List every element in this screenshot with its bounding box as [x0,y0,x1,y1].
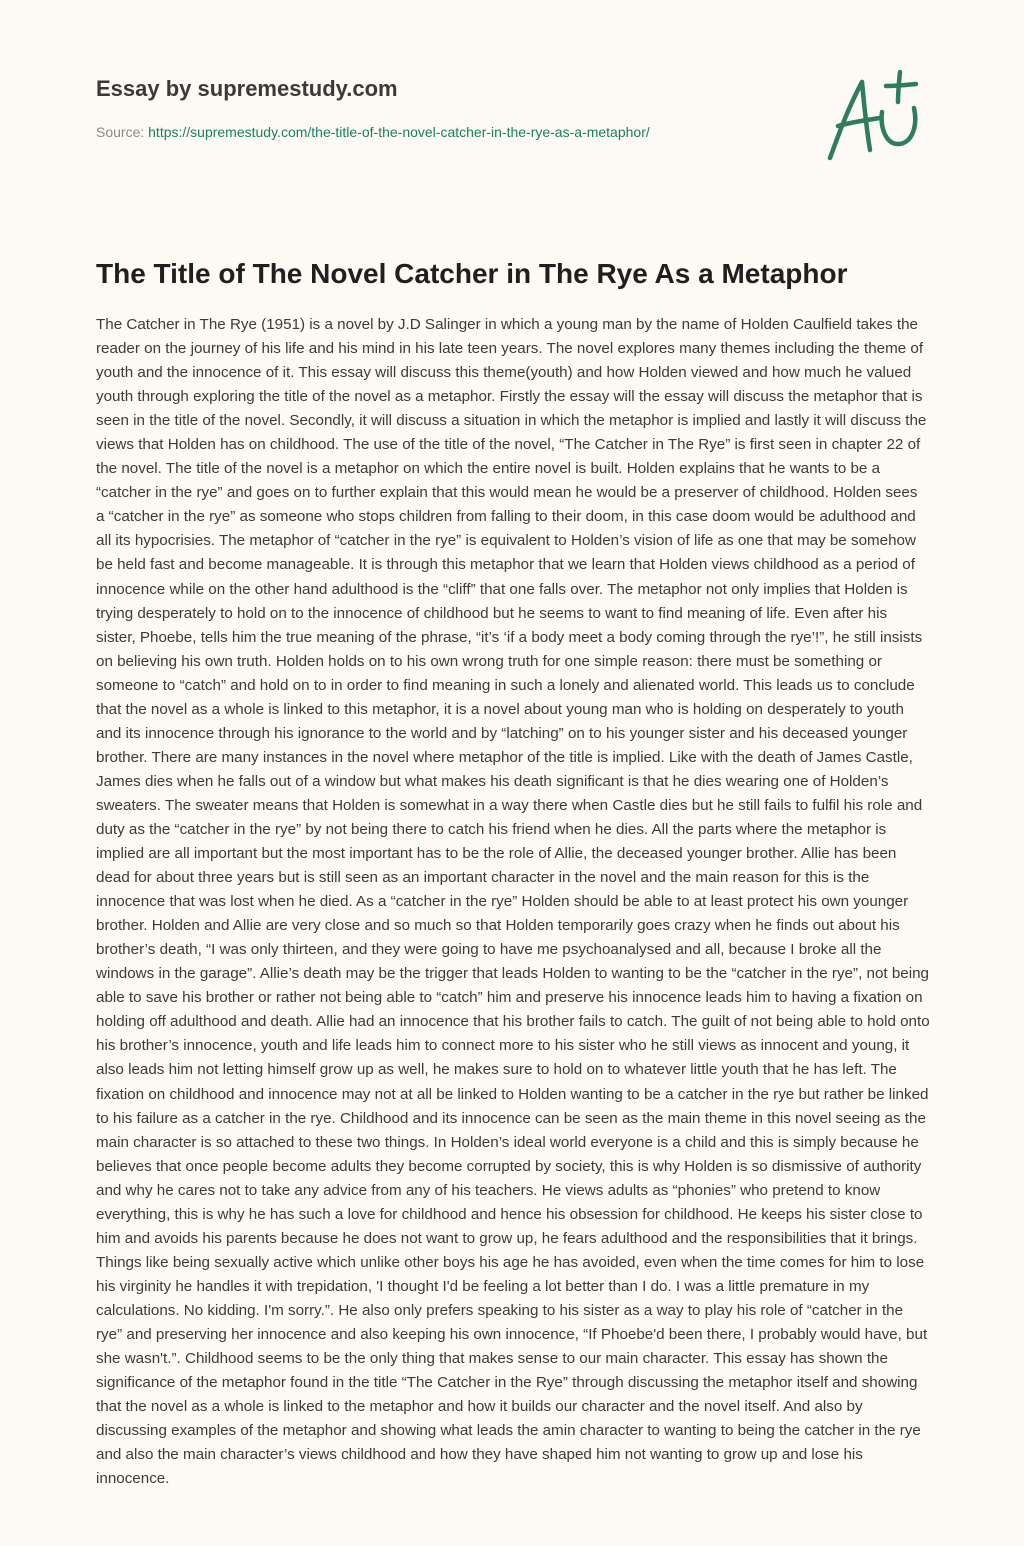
site-title: Essay by supremestudy.com [96,76,398,101]
source-line [96,122,650,142]
source-label: Source: [96,124,149,140]
source-link[interactable]: https://supremestudy.com/the-title-of-the-novel-catcher-in-the-rye-as-a-metaphor/ [148,124,650,140]
essay-title: The Title of The Novel Catcher in The Rye As a Metaphor [96,258,848,289]
essay-body: The Catcher in The Rye (1951) is a novel by J.D Salinger in which a young man by the name of Holden Caulfield takes the reader on the journey of his life and his mind in his late teen years. The novel explores many themes including the theme of youth and the innocence of it. This essay will discuss this theme(youth) and how Holden viewed and how much he valued youth through exploring the title of the novel as a metaphor. Firstly the essay will the essay will discuss the metaphor that is seen in the title of the novel. Secondly, it will discuss a situation in which the metaphor is implied and lastly it will discuss the views that Holden has on childhood. The use of the title of the novel, “The Catcher in The Rye” is first seen in chapter 22 of the novel. The title of the novel is a metaphor on which the entire novel is built. Holden explains that he wants to be a “catcher in the rye” and goes on to further explain that this would mean he would be a preserver of childhood. Holden sees a “catcher in the rye” as someone who stops children from falling to their doom, in this case doom would be adulthood and all its hypocrisies. The metaphor of “catcher in the rye” is equivalent to Holden’s vision of life as one that may be somehow be held fast and become manageable. It is through this metaphor that we learn that Holden views childhood as a period of innocence while on the other hand adulthood is the “cliff” that one falls over. The metaphor not only implies that Holden is trying desperately to hold on to the innocence of childhood but he seems to want to find meaning of life. Even after his sister, Phoebe, tells him the true meaning of the phrase, “it’s ‘if a body meet a body coming through the rye’!”, he still insists on believing his own truth. Holden holds on to his own wrong truth for one simple reason: there must be something or someone to “catch” and hold on to in order to find meaning in such a lonely and alienated world. This leads us to conclude that the novel as a whole is linked to this metaphor, it is a novel about young man who is holding on desperately to youth and its innocence through his ignorance to the world and by “latching” on to his younger sister and his deceased younger brother. There are many instances in the novel where metaphor of the title is implied. Like with the death of James Castle, James dies when he falls out of a window but what makes his death significant is that he dies wearing one of Holden’s sweaters. The sweater means that Holden is somewhat in a way there when Castle dies but he still fails to fulfil his role and duty as the “catcher in the rye” by not being there to catch his friend when he dies. All the parts where the metaphor is implied are all important but the most important has to be the role of Allie, the deceased younger brother. Allie has been dead for about three years but is still seen as an important character in the novel and the main reason for this is the innocence that was lost when he died. As a “catcher in the rye” Holden should be able to at least protect his own younger brother. Holden and Allie are very close and so much so that Holden temporarily goes crazy when he finds out about his brother’s death, “I was only thirteen, and they were going to have me psychoanalysed and all, because I broke all the windows in the garage”. Allie’s death may be the trigger that leads Holden to wanting to be the “catcher in the rye”, not being able to save his brother or rather not being able to “catch” him and preserve his innocence leads him to having a fixation on holding off adulthood and death. Allie had an innocence that his brother fails to catch. The guilt of not being able to hold onto his brother’s innocence, youth and life leads him to connect more to his sister who he still views as innocent and young, it also leads him not letting himself grow up as well, he makes sure to hold on to whatever little youth that he has left. The fixation on childhood and innocence may not at all be linked to Holden wanting to be a catcher in the rye but rather be linked to his failure as a catcher in the rye. Childhood and its innocence can be seen as the main theme in this novel seeing as the main character is so attached to these two things. In Holden’s ideal world everyone is a child and this is simply because he believes that once people become adults they become corrupted by society, this is why Holden is so dismissive of authority and why he cares not to take any advice from any of his teachers. He views adults as “phonies” who pretend to know everything, this is why he has such a love for childhood and hence his obsession for childhood. He keeps his sister close to him and avoids his parents because he does not want to grow up, he fears adulthood and the responsibilities that it brings. Things like being sexually active which unlike other boys his age he has avoided, even when the time comes for him to lose his virginity he handles it with trepidation, 'I thought I'd be feeling a lot better than I do. I was a little premature in my calculations. No kidding. I'm sorry.”. He also only prefers speaking to his sister as a way to play his role of “catcher in the rye” and preserving her innocence and also keeping his own innocence, “If Phoebe'd been there, I probably would have, but she wasn't.”. Childhood seems to be the only thing that makes sense to our main character. This essay has shown the significance of the metaphor found in the title “The Catcher in the Rye” through discussing the metaphor itself and showing that the novel as a whole is linked to the metaphor and how it builds our character and the novel itself. And also by discussing examples of the metaphor and showing what leads the amin character to wanting to being the catcher in the rye and also the main character’s views childhood and how they have shaped him not wanting to grow up and lose his innocence. [96,316,930,1488]
a-plus-logo-icon [818,68,928,164]
